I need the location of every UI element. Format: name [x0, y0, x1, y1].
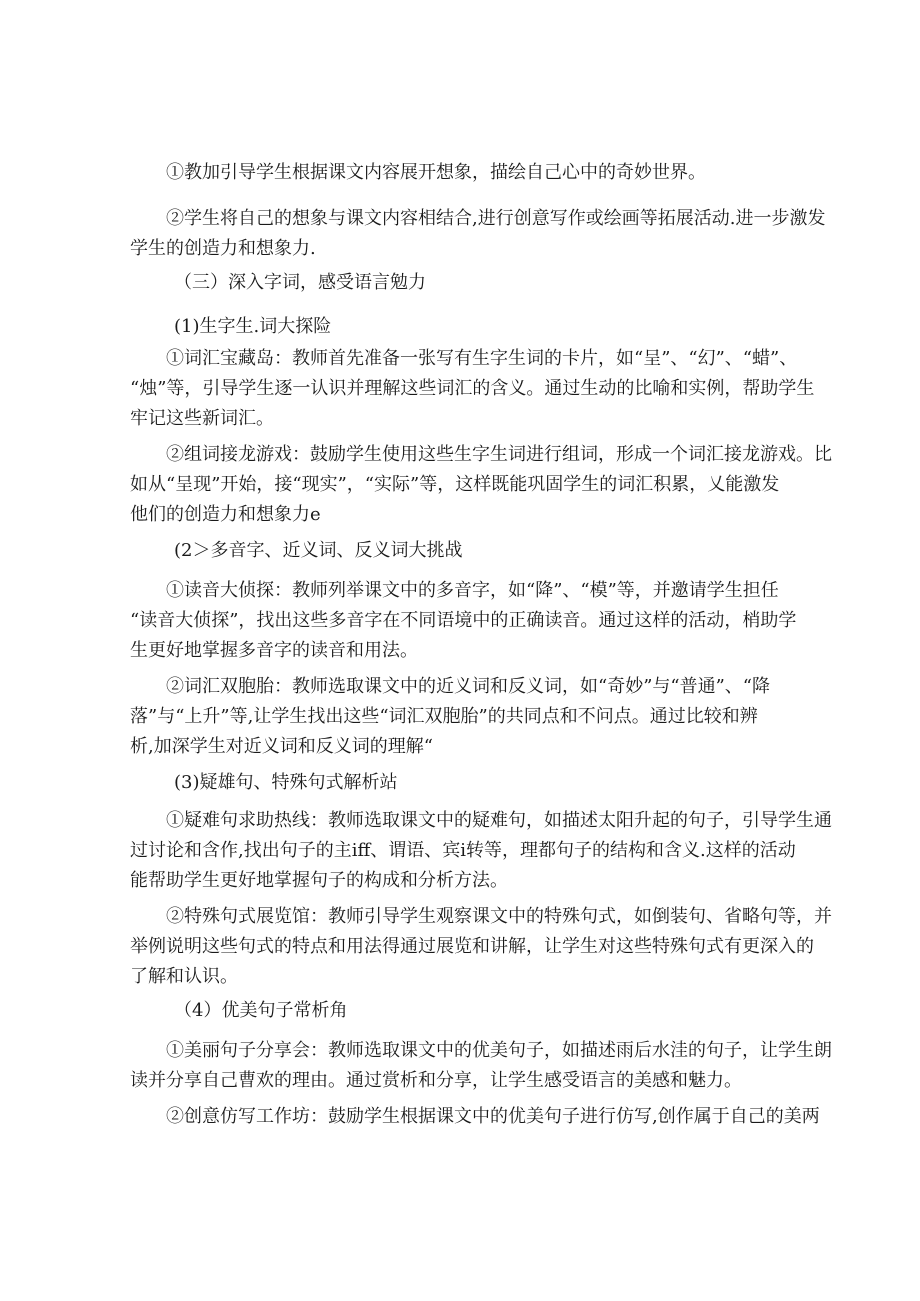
- text-line: “烛”等，引导学生逐一认识并理解这些词汇的含义。通过生动的比喻和实例，帮助学生: [130, 378, 815, 399]
- paragraph-imagination: [130, 158, 790, 188]
- heading-text: (2＞多音字、近义词、反义词大挑战: [174, 540, 463, 561]
- text-line: ①教加引导学生根据课文内容展开想象，描绘自己心中的奇妙世界。: [166, 162, 706, 183]
- text-line: 读并分享自己曹欢的理由。通过赏析和分享，让学生感受语言的美感和魅力。: [130, 1070, 742, 1091]
- paragraph-pronunciation-detective: [130, 576, 797, 666]
- subheading-4: [174, 996, 834, 1026]
- paragraph-special-sentences: [130, 902, 832, 992]
- paragraph-difficult-sentences: [130, 806, 832, 896]
- subheading-1: [174, 312, 834, 342]
- text-line: 他们的创造力和想象力e: [130, 504, 321, 525]
- text-line: “读音大侦探”，找出这些多音字在不同语境中的正确读音。通过这样的活动，梢助学: [130, 610, 797, 631]
- paragraph-creative-extension: [130, 204, 826, 264]
- text-line: ②学生将自己的想象与课文内容相结合,进行创意写作或绘画等拓展活动.进一步激发: [166, 208, 826, 229]
- text-line: 能帮助学生更好地掌握句子的构成和分析方法。: [130, 870, 508, 891]
- text-line: ②词汇双胞胎：教师选取课文中的近义词和反义词，如“奇妙”与“普通”、“降: [166, 676, 771, 697]
- paragraph-beautiful-sentences: [130, 1036, 832, 1096]
- text-line: ①美丽句子分享会：教师选取课文中的优美句子，如描述雨后水洼的句子，让学生朗: [166, 1040, 832, 1061]
- text-line: 举例说明这些句式的特点和用法得通过展览和讲解，让学生对这些特殊句式有更深入的: [130, 936, 814, 957]
- text-line: ①疑难句求助热线：教师选取课文中的疑难句，如描述太阳升起的句子，引导学生通: [166, 810, 832, 831]
- text-line: 过讨论和含作,找出句子的主iff、谓语、宾i转等，理都句子的结构和含义.这样的活动: [130, 840, 796, 861]
- heading-text: （三）深入字词，感受语言勉力: [174, 272, 426, 293]
- text-line: 学生的创造力和想象力.: [130, 238, 316, 259]
- subheading-3: [174, 768, 834, 798]
- text-line: 生更好地掌握多音字的读音和用法。: [130, 640, 418, 661]
- text-line: ②特殊句式展览馆：教师引导学生观察课文中的特殊句式，如倒装句、省略句等，并: [166, 906, 832, 927]
- section-heading-3: [174, 268, 834, 298]
- text-line: 牢记这些新词汇。: [130, 408, 274, 429]
- heading-text: （4）优美句子常析角: [174, 1000, 348, 1021]
- heading-text: (3)疑雄句、特殊句式解析站: [174, 772, 398, 793]
- heading-text: (1)生字生.词大探险: [174, 316, 332, 337]
- paragraph-vocab-island: [130, 344, 815, 434]
- paragraph-imitation-writing: [130, 1102, 820, 1132]
- text-line: ①读音大侦探：教师列举课文中的多音字，如“降”、“模”等，并邀请学生担任: [166, 580, 779, 601]
- paragraph-word-chain: [130, 440, 832, 530]
- text-line: ②组词接龙游戏：鼓励学生使用这些生字生词进行组词，形成一个词汇接龙游戏。比: [166, 444, 832, 465]
- text-line: 如从“呈现”开始，接“现实”，“实际”等，这样既能巩固学生的词汇积累，乂能激发: [130, 474, 780, 495]
- text-line: 了解和认识。: [130, 966, 238, 987]
- subheading-2: [174, 536, 834, 566]
- paragraph-vocab-twins: [130, 672, 790, 762]
- text-line: ②创意仿写工作坊：鼓励学生根据课文中的优美句子进行仿写,创作属于自己的美两: [166, 1106, 820, 1127]
- text-line: ①词汇宝藏岛：教师首先准备一张写有生字生词的卡片，如“呈”、“幻”、“蜡”、: [166, 348, 798, 369]
- text-line: 析,加深学生对近义词和反义词的理解“: [130, 736, 433, 757]
- text-line: 落”与“上升”等,让学生找出这些“词汇双胞胎”的共同点和不问点。通过比较和辨: [130, 706, 758, 727]
